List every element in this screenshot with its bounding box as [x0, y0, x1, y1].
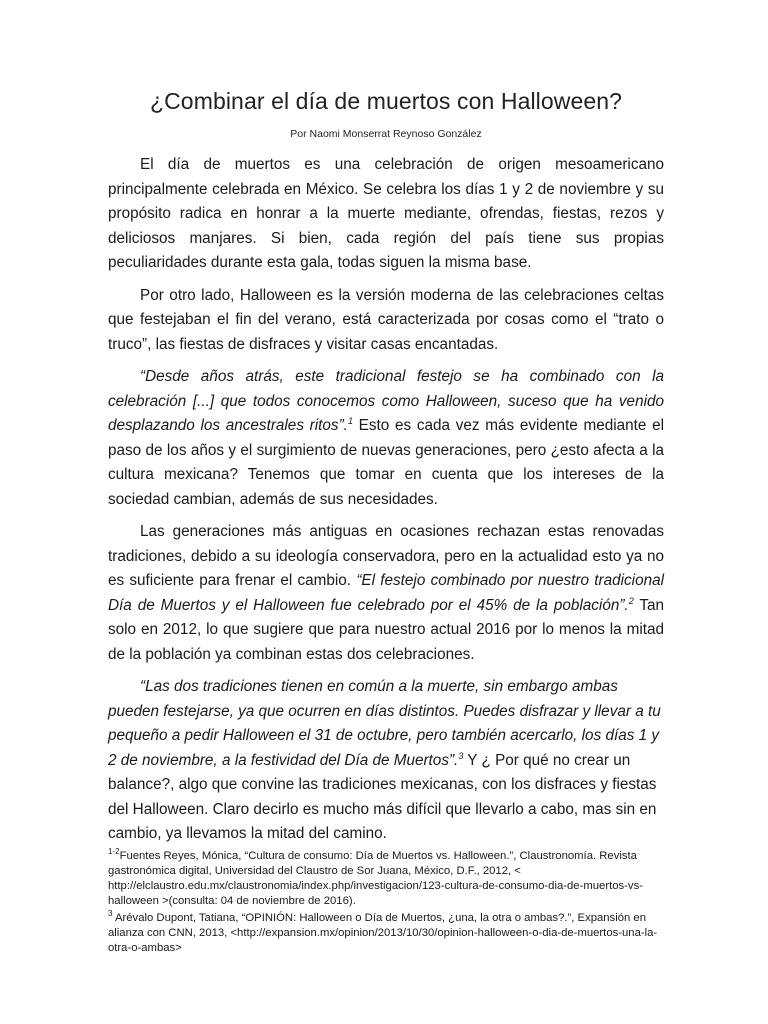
paragraph-3-quote: “Desde años atrás, este tradicional festejo se ha combinado con la celebración [...] que todos conocemos como Halloween, suceso que ha venido desplazando los ancestrales ritos”.	[108, 368, 664, 434]
footnote-ref-1: 1	[347, 415, 353, 426]
paragraph-4-quote: “El festejo combinado por nuestro tradicional Día de Muertos y el Halloween fue celebrado por el 45% de la población”.	[108, 572, 664, 614]
footnote-2-mark: 3	[108, 908, 113, 918]
paragraph-3	[108, 365, 664, 512]
footnote-1	[108, 846, 664, 909]
paragraph-3-text: Esto es cada vez más evidente mediante el paso de los años y el surgimiento de nuevas generaciones, pero ¿esto afecta a la cultura mexicana? Tenemos que tomar en cuenta que los intereses de la sociedad cambian, además de sus necesidades.	[108, 417, 664, 508]
footnote-ref-3: 3	[458, 750, 464, 761]
document-author: Por Naomi Monserrat Reynoso González	[290, 128, 482, 140]
paragraph-1-text: El día de muertos es una celebración de origen mesoamericano principalmente celebrada en México. Se celebra los días 1 y 2 de noviembre y su propósito radica en honrar a la muerte mediante, ofrendas, fiestas, rezos y deliciosos manjares. Si bien, cada región del país tiene sus propias peculiaridades durante esta gala, todas siguen la misma base.	[108, 156, 664, 271]
paragraph-5	[108, 675, 664, 847]
paragraph-2-text: Por otro lado, Halloween es la versión moderna de las celebraciones celtas que festejaban el fin del verano, está caracterizada por cosas como el “trato o truco”, las fiestas de disfraces y visitar casas encantadas.	[108, 286, 664, 353]
footnote-1-text: Fuentes Reyes, Mónica, “Cultura de consumo: Día de Muertos vs. Halloween.”, Claustronomía. Revista gastronómica digital, Universidad del Claustro de Sor Juana, México, D.F., 2012, < http://elclaustro.edu.mx/claustronomia/index.php/investigacion/123-cultura-de-consumo-dia-de-muertos-vs-halloween >(consulta: 04 de noviembre de 2016).	[108, 849, 643, 907]
paragraph-4-intro: Las generaciones más antiguas en ocasiones rechazan estas renovadas tradiciones, debido a su ideología conservadora, pero en la actualidad esto ya no es suficiente para frenar el cambio.	[108, 523, 664, 589]
paragraph-1	[108, 153, 664, 276]
paragraph-4	[108, 520, 664, 667]
footnote-2	[108, 908, 664, 956]
paragraph-4-text: Tan solo en 2012, lo que sugiere que para nuestro actual 2016 por lo menos la mitad de la población ya combinan estas dos celebraciones.	[108, 596, 664, 663]
paragraph-5-quote: “Las dos tradiciones tienen en común a la muerte, sin embargo ambas pueden festejarse, ya que ocurren en días distintos. Puedes disfrazar y llevar a tu pequeño a pedir Halloween el 31 de octubre, pero también acercarlo, los días 1 y 2 de noviembre, a la festividad del Día de Muertos”.	[108, 678, 661, 769]
footnotes	[108, 846, 664, 956]
footnote-2-text: Arévalo Dupont, Tatiana, “OPINIÓN: Halloween o Día de Muertos, ¿una, la otra o ambas?.”, Expansión en alianza con CNN, 2013, <http://expansion.mx/opinion/2013/10/30/opinion-halloween-o-dia-de-muertos-una-la-otra-o-ambas>	[108, 911, 658, 954]
document-title: ¿Combinar el día de muertos con Halloween?	[149, 88, 623, 114]
paragraph-2	[108, 284, 664, 358]
footnote-1-mark: 1-2	[108, 846, 120, 856]
footnote-ref-2: 2	[628, 595, 634, 606]
paragraph-5-text: Y ¿ Por qué no crear un balance?, algo que convine las tradiciones mexicanas, con los disfraces y fiestas del Halloween. Claro decirlo es mucho más difícil que llevarlo a cabo, mas sin en cambio, ya llevamos la mitad del camino.	[108, 751, 657, 842]
